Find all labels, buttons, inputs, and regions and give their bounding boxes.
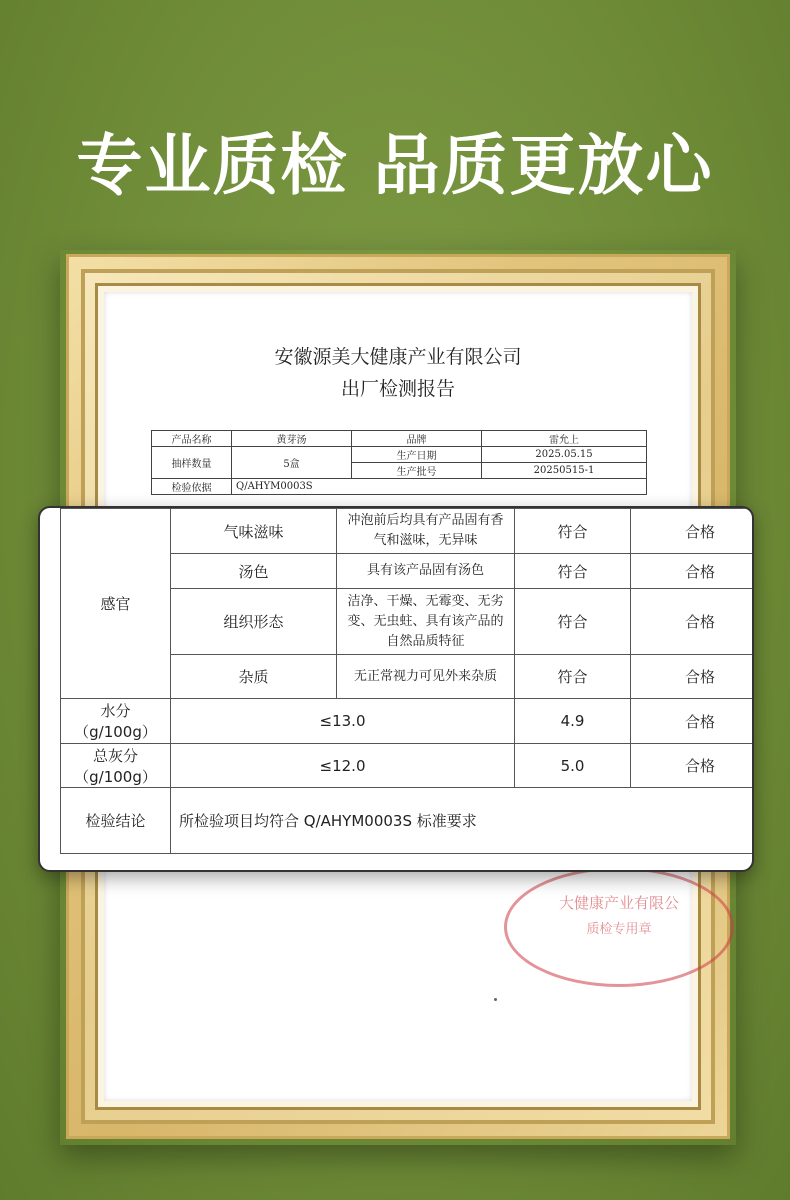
batch-label: 生产批号 <box>352 463 482 479</box>
conclusion-label: 检验结论 <box>61 788 171 854</box>
requirement-cell: 具有该产品固有汤色 <box>337 554 515 589</box>
ash-label <box>61 744 171 788</box>
conclusion-text: 所检验项目均符合 Q/AHYM0003S 标准要求 <box>171 788 755 854</box>
moisture-requirement: ≤13.0 <box>171 699 515 744</box>
table-row <box>61 744 755 788</box>
result-cell: 符合 <box>515 655 631 699</box>
ash-label-name: 总灰分 <box>92 746 138 765</box>
verdict-cell: 合格 <box>631 509 755 554</box>
standard-label: 检验依据 <box>152 479 232 495</box>
headline: 专业质检 品质更放心 <box>76 127 714 204</box>
result-cell: 符合 <box>515 554 631 589</box>
table-row <box>61 699 755 744</box>
moisture-label-name: 水分 <box>100 702 131 720</box>
verdict-cell: 合格 <box>631 589 755 655</box>
requirement-cell: 冲泡前后均具有产品固有香气和滋味，无异味 <box>337 509 515 554</box>
product-name-value: 黄芽汤 <box>232 431 352 447</box>
requirement-cell: 洁净、干燥、无霉变、无劣变、无虫蛀、具有该产品的自然品质特征 <box>337 589 515 655</box>
sensory-label: 感官 <box>61 509 171 699</box>
table-row <box>152 431 647 447</box>
moisture-result: 4.9 <box>515 699 631 744</box>
sample-qty-value: 5盒 <box>232 447 352 479</box>
table-row <box>152 479 647 495</box>
report-header-table <box>151 430 647 495</box>
quality-stamp <box>504 867 734 987</box>
item-cell: 杂质 <box>171 655 337 699</box>
table-row <box>61 788 755 854</box>
ash-result: 5.0 <box>515 744 631 788</box>
report-title: 出厂检测报告 <box>340 378 455 400</box>
moisture-label <box>61 699 171 744</box>
results-table <box>60 508 754 854</box>
sample-qty-label: 抽样数量 <box>152 447 232 479</box>
ash-verdict: 合格 <box>631 744 755 788</box>
product-name-label: 产品名称 <box>152 431 232 447</box>
magnified-results-panel <box>38 506 754 872</box>
item-cell: 组织形态 <box>171 589 337 655</box>
company-name: 安徽源美大健康产业有限公司 <box>274 346 522 368</box>
table-row <box>152 447 647 463</box>
moisture-label-unit: （g/100g） <box>74 723 157 741</box>
paper-speck <box>494 998 497 1001</box>
ash-requirement: ≤12.0 <box>171 744 515 788</box>
result-cell: 符合 <box>515 509 631 554</box>
brand-value: 雷允上 <box>482 431 647 447</box>
ash-label-unit: （g/100g） <box>74 767 157 786</box>
brand-label: 品牌 <box>352 431 482 447</box>
requirement-cell: 无正常视力可见外来杂质 <box>337 655 515 699</box>
moisture-verdict: 合格 <box>631 699 755 744</box>
batch-value: 20250515-1 <box>482 463 647 479</box>
production-date-label: 生产日期 <box>352 447 482 463</box>
standard-value: Q/AHYM0003S <box>232 479 647 495</box>
production-date-value: 2025.05.15 <box>482 447 647 463</box>
item-cell: 汤色 <box>171 554 337 589</box>
verdict-cell: 合格 <box>631 655 755 699</box>
item-cell: 气味滋味 <box>171 509 337 554</box>
stamp-subtext: 质检专用章 <box>586 922 652 937</box>
table-row <box>61 509 755 554</box>
stamp-text: 大健康产业有限公 <box>558 894 679 912</box>
verdict-cell: 合格 <box>631 554 755 589</box>
result-cell: 符合 <box>515 589 631 655</box>
